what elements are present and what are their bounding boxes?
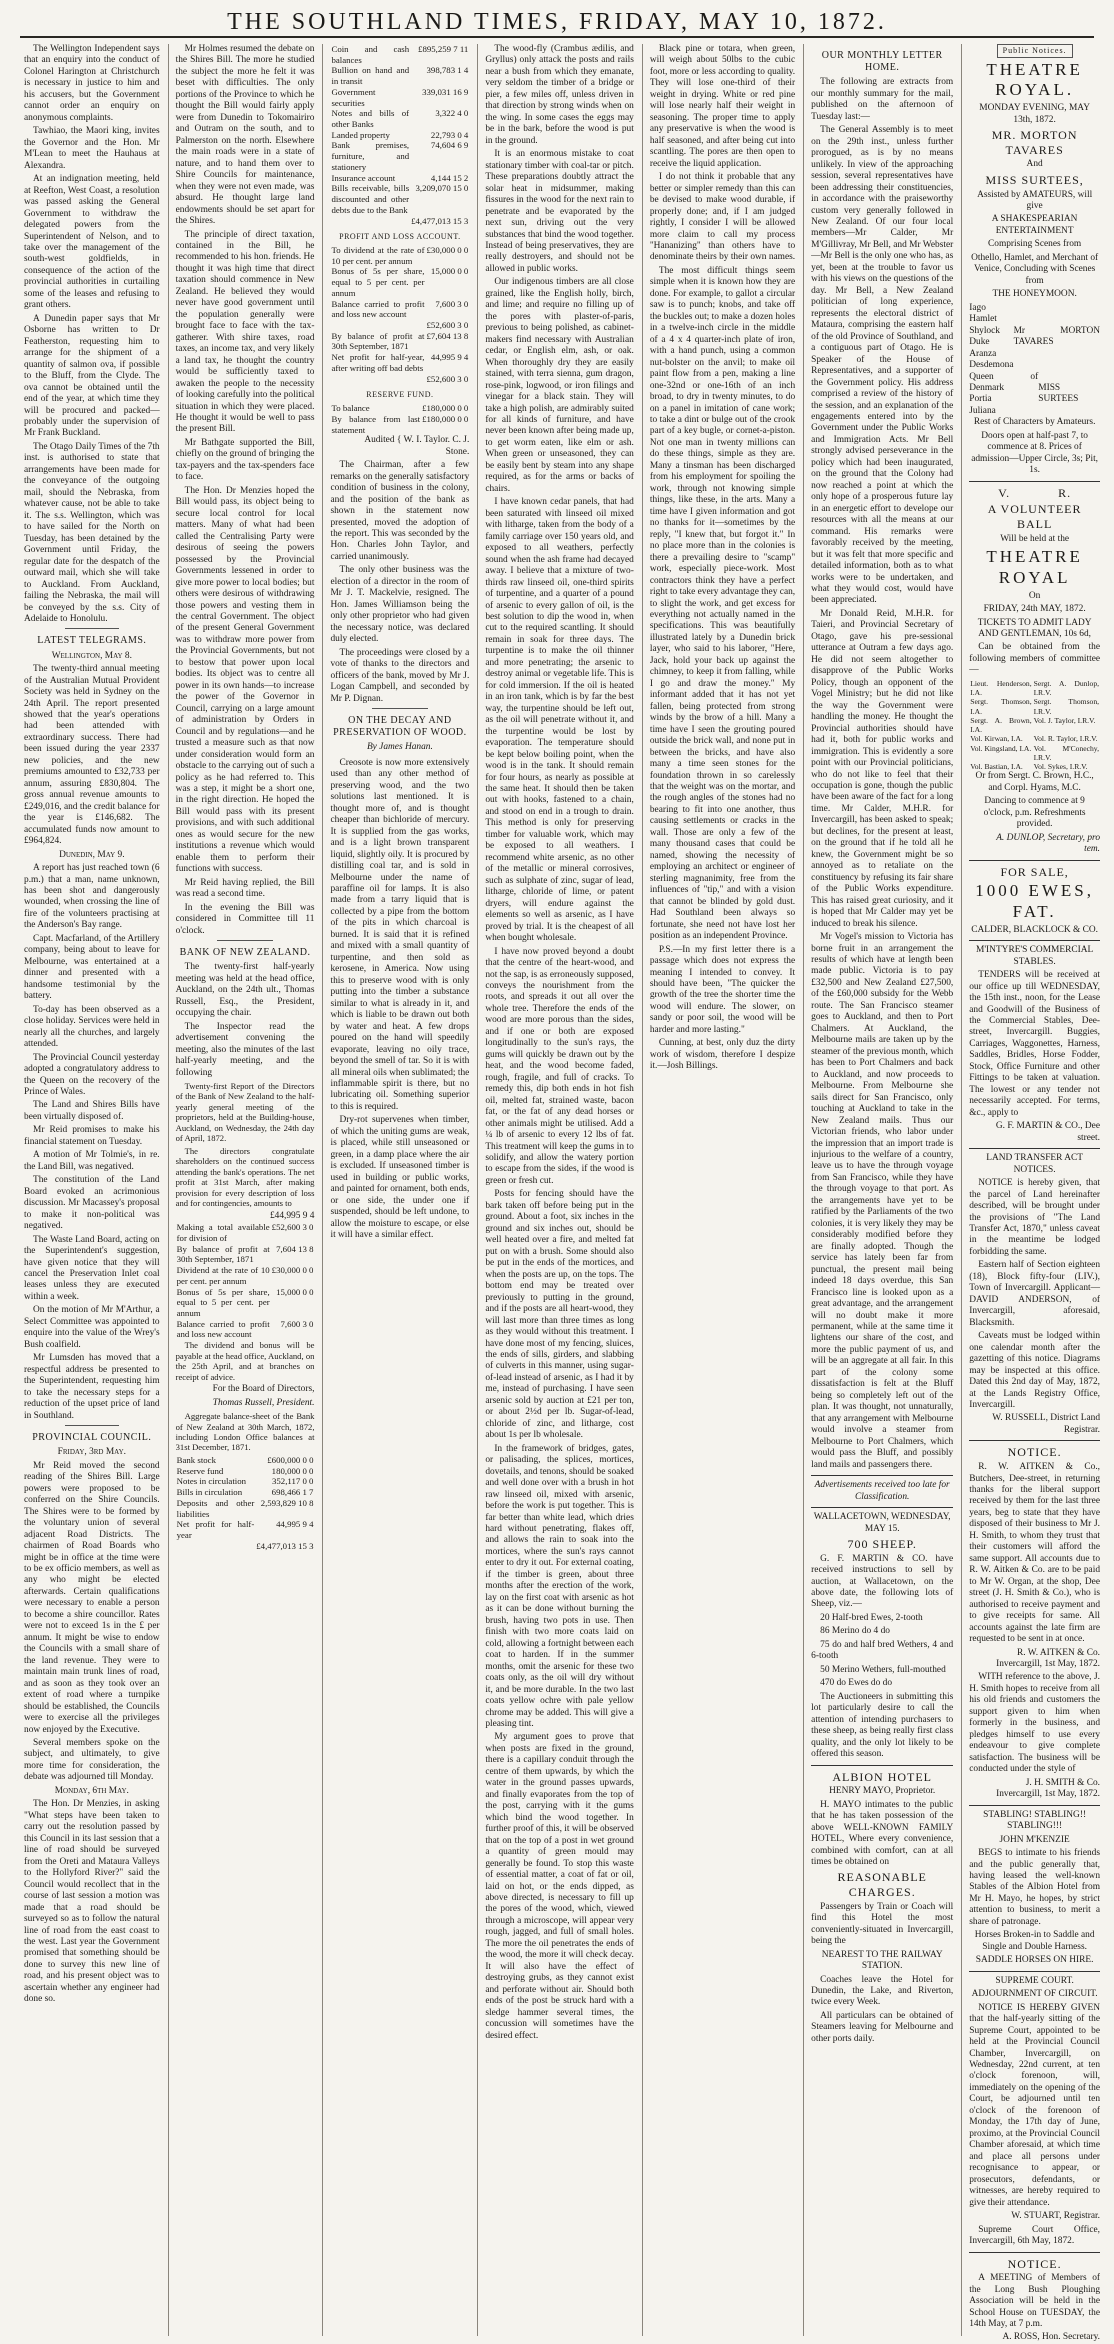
column-3 bbox=[322, 44, 469, 2336]
paragraph: TENDERS will be received at our office up till WEDNESDAY, the 15th inst., noon, for the Lease and Goodwill of the Business of the Commercial Stables, Dee-street, Invercargill. Buggies, Carriages, Waggonettes, Harness, Saddles, Bridles, Horse Fodder, Stock, Office Furniture and other Fittings to be taken at valuation. The lowest or any tender not necessarily accepted. For terms, &c., apply to bbox=[969, 970, 1101, 1118]
column-4 bbox=[477, 44, 634, 2336]
paragraph: Can be obtained from the following members of committee— bbox=[969, 642, 1101, 676]
table-cell: £180,000 0 0 bbox=[422, 413, 469, 424]
paragraph: Eastern half of Section eighteen (18), Block fifty-four (LIV.), Town of Invercargill. Applicant—DAVID ANDERSON, of Invercargill, aforesaid, Blacksmith. bbox=[969, 1260, 1101, 1328]
paragraph: Twenty-first Report of the Directors of the Bank of New Zealand to the half-yearly general meeting of the proprietors, held at the Building-house, Auckland, on Wednesday, the 24th day of April, 1872. bbox=[175, 1080, 315, 1144]
table-cell: 7,600 3 0 bbox=[280, 1318, 314, 1329]
paragraph: G. F. MARTIN & CO. have received instructions to sell by auction, at Wallacetown, on the above date, the following lots of Sheep, viz.— bbox=[811, 1553, 954, 1610]
stables-heading: M'INTYRE'S COMMERCIAL STABLES. bbox=[976, 945, 1094, 967]
horses-line: Horses Broken-in to Saddle and Single and Double Harness. bbox=[974, 1930, 1095, 1952]
table-cell: Balance carried to profit and loss new account bbox=[176, 1318, 270, 1340]
paragraph: Several members spoke on the subject, and ultimately, to give more time for consideration, the debate was adjourned till Monday. bbox=[24, 1738, 160, 1783]
masthead: THE SOUTHLAND TIMES, FRIDAY, MAY 10, 1872. bbox=[20, 8, 1094, 38]
table-cell: Bank premises, furniture, and stationery bbox=[331, 140, 410, 172]
paragraph: Passengers by Train or Coach will find this Hotel the most conveniently-situated in Invercargill, being the bbox=[811, 1901, 954, 1947]
table-cell: 4,144 15 2 bbox=[430, 172, 469, 183]
table-cell: To balance bbox=[331, 403, 370, 414]
table-cell: Bonus of 5s per share, equal to 5 per cent. per annum bbox=[331, 266, 425, 298]
ball-heading: A VOLUNTEER BALL bbox=[987, 502, 1082, 531]
cast-roles bbox=[969, 372, 1038, 418]
paragraph: Cunning, at best, only duz the dirty work of wisdom, therefore I despize it.—Josh Billings. bbox=[649, 1038, 796, 1072]
paragraph: The Otago Daily Times of the 7th inst. is authorised to state that arrangements have been made for the conveyance of the outgoing mail, should the Nebraska, from whatever cause, not be able to take it. The s.s. Wellington, which was to have sailed for the North on Tuesday, has been detained by the Government until Friday, the regular date for the despatch of the outward mail, which she will take to Auckland. From Auckland, failing the Nebraska, the mail will be conveyed by the s.s. City of Adelaide to Honolulu. bbox=[24, 441, 160, 624]
paragraph: It is an enormous mistake to coat stationary timber with coal-tar or pitch. These preparations doubtly attract the solar heat in midsummer, making fissures in the wood for the next rain to penetrate and be evaporated by the next sun, driving out the very substances that bind the wood together. Instead of being preservatives, they are really destroyers, and should not be allowed in public works. bbox=[485, 149, 634, 274]
paragraph: Tawhiao, the Maori king, invites the Governor and the Hon. Mr M'Lean to meet the Hauhaus at Alexandra. bbox=[24, 126, 160, 171]
table-cell: £52,600 3 0 bbox=[426, 320, 469, 330]
theatre-and: And bbox=[1026, 159, 1043, 170]
reserve-fund-table bbox=[330, 403, 469, 435]
theatre-rest: Rest of Characters by Amateurs. bbox=[973, 417, 1096, 428]
paragraph: The dividend and bonus will be payable at the head office, Auckland, on the 25th April, and at branches on receipt of advice. bbox=[175, 1340, 315, 1382]
column-2 bbox=[168, 44, 315, 2336]
table-row bbox=[330, 87, 469, 108]
divider bbox=[969, 940, 1100, 941]
table-row bbox=[969, 679, 1100, 698]
paragraph: A motion of Mr Tolmie's, in re. the Land Bill, was negatived. bbox=[24, 1150, 160, 1172]
paragraph: Posts for fencing should have the bark taken off before being put in the ground. About a foot, six inches in the ground and six inches out, should be well heated over a fire, and melted fat put on with a brush. Some should also be put in the ends of the mortices, and when the posts are up, on the tops. The bottom end may be treated over previously to putting in the ground, and if the posts are all heart-wood, they will last more than three times as long as they would without this treatment. I have done most of my fencing, sluices, the ends of sills, girders, and slabbing of culverts in this manner, using sugar-of-lead instead of arsenic, as I had it by me, instead of purchasing. I have seen arsenic sold by auction at £21 per ton, or about 2½d per lb. Sugar-of-lead, chloride of zinc, and litharge, cost about 1s per lb wholesale. bbox=[485, 1189, 634, 1441]
table-row bbox=[176, 1519, 315, 1540]
paragraph: The Hon. Dr Menzies hoped the Bill would pass, its object being to secure local control for local matters. Many of what had been called the Centralising Party were desirous of seeing the powers possessed by the Provincial Governments lessened in order to give more power to local bodies; but others were desirous of withdrawing those powers and vesting them in the central Government. The object of the present General Government was to withdraw more power from the Provincial Governments, but not to bestow that power upon local bodies. Its object was to centre all power in its own hands—to increase the power of the Governor in Council, carrying on a large amount of administration by Orders in Council and by regulations—and he trusted a measure such as that now under consideration would form an obstacle to the carrying out of such a policy as he had referred to. This was a step, it might be a short one, in the right direction. He hoped the Bill would pass with its present provisions, and with such additional ones as would secure for the new institutions a revenue which would enable them to perform their functions with success. bbox=[175, 485, 315, 875]
table-row bbox=[176, 1244, 315, 1265]
table-row bbox=[330, 130, 469, 141]
paragraph: All particulars can be obtained of Steamers leaving for Melbourne and other ports daily. bbox=[811, 2010, 954, 2044]
auditors: Audited { W. I. Taylor. C. J. Stone. bbox=[364, 435, 470, 457]
table-cell: Bullion on hand and in transit bbox=[331, 65, 410, 87]
table-cell: 7,604 13 8 bbox=[276, 1243, 314, 1254]
dance-time: Dancing to commence at 9 o'clock, p.m. Refreshments provided. bbox=[983, 796, 1086, 830]
paragraph: In the framework of bridges, gates, or palisading, the splices, mortices, dovetails, and tenons, should be soaked and well done over with a brush in hot raw linseed oil, mixed with arsenic, before the work is put together. This is far better than white lead, which dries hard without penetrating, flakes off, and allows the rain to soak into the mortices, where the sun's rays cannot enter to dry it out. For external coating, if the timber is green, about three months after the erection of the work, lay on the first coat with arsenic as hot as it can be done without burning the brush, having two pots in use. Then finish with two more coats laid on cold, allowing a fortnight between each coat to harden. If in the summer months, omit the arsenic for these two coats only, as the oil will dry without it, and be more durable. In the two last coats yellow ochre with pale yellow chrome may be added. This will give a pleasing tint. bbox=[485, 1443, 634, 1729]
section-heading: PROVINCIAL COUNCIL. bbox=[32, 1432, 152, 1444]
circuit-heading: ADJOURNMENT OF CIRCUIT. bbox=[971, 1989, 1098, 2000]
table-cell: Vol. Bastian, I.A. bbox=[970, 762, 1023, 772]
table-cell: £895,259 7 11 bbox=[418, 44, 469, 54]
table-row bbox=[330, 403, 469, 414]
paragraph: Creosote is now more extensively used than any other method of preserving wood, and the two solutions last mentioned. It is thought more of, and is thought cheaper than bichloride of mercury. It is supplied from the gas works, and is a light brown transparent liquid, slightly oily. It is procured by distilling coal tar, and is sold in Melbourne under the name of paraffine oil for lamps. It is also made from a tarry liquid that is collected by a pipe from the bottom of the pits in which charcoal is burned. It is said that it is refined and mixed with a small quantity of turpentine, and then sold as kerosene, in America. Now using this to preserve wood with is only putting into the timber a substance similar to what is already in it, and which is liable to be drawn out both by water and heat. A few drops poured on the hand will speedily evaporate, leaving no oily trace, beyond the smell of tar. So it is with all mineral oils when sublimated; the inflammable spirit is there, but no lubricating oil. Something superior to this is required. bbox=[330, 757, 470, 1112]
ball-at: Will be held at the bbox=[1000, 533, 1070, 544]
table-row bbox=[330, 44, 469, 65]
table-cell bbox=[330, 320, 425, 331]
cast-roles bbox=[969, 303, 1013, 372]
vr-mark: V. R. bbox=[998, 485, 1072, 500]
paragraph: The Land and Shires Bills have been virtually disposed of. bbox=[24, 1100, 160, 1122]
theatre-date: MONDAY EVENING, MAY 13th, 1872. bbox=[979, 103, 1090, 125]
paragraph: BEGS to intimate to his friends and the public generally that, having leased the well-known Stables of the Albion Hotel from Mr H. Mayo, he hopes, by strict attention to business, to merit a share of patronage. bbox=[969, 1848, 1101, 1927]
signature: A. DUNLOP, Secretary, pro tem. bbox=[996, 832, 1101, 855]
table-row bbox=[330, 216, 469, 227]
paragraph: To-day has been observed as a close holiday. Services were held in nearly all the churches, and largely attended. bbox=[24, 1004, 160, 1050]
section-heading: ON THE DECAY AND PRESERVATION OF WOOD. bbox=[333, 715, 467, 739]
column-7 bbox=[961, 44, 1101, 2343]
table-row bbox=[969, 716, 1100, 735]
table-cell: Vol. R. Taylor, I.R.V. bbox=[1033, 734, 1098, 744]
paragraph: The Chairman, after a few remarks on the generally satisfactory condition of business in the colony, and the position of the bank as shown in the statement now presented, moved the adoption of the report. This was seconded by the Hon. Charles John Taylor, and carried unanimously. bbox=[330, 460, 470, 562]
dateline: Wellington, May 8. bbox=[51, 650, 132, 661]
signature: J. H. SMITH & Co. Invercargill, 1st May, 1872. bbox=[996, 1777, 1101, 1800]
table-cell: Government securities bbox=[331, 86, 376, 108]
table-cell: Sergt. Thomson, I.A. bbox=[970, 697, 1032, 716]
section-heading: BANK OF NEW ZEALAND. bbox=[179, 947, 311, 959]
sale-date: WALLACETOWN, WEDNESDAY, MAY 15. bbox=[813, 1512, 951, 1534]
table-cell: Bills receivable, bills discounted and other debts due to the Bank bbox=[331, 183, 410, 215]
performer: MR. MORTON TAVARES bbox=[991, 128, 1078, 157]
sheep-lot: 20 Half-bred Ewes, 2-tooth bbox=[820, 1612, 923, 1623]
table-cell: £52,600 3 0 bbox=[271, 1222, 314, 1233]
table-cell: £4,477,013 15 3 bbox=[411, 215, 469, 226]
court-date: Supreme Court Office, Invercargill, 6th May, 1872. bbox=[969, 2224, 1101, 2247]
paragraph: Caveats must be lodged within one calendar month after the gazetting of this notice. Diagrams may be inspected at this office. Dated this 2nd day of May, 1872, at the Lands Registry Office, Invercargill. bbox=[969, 1331, 1101, 1410]
paragraph: Our indigenous timbers are all close grained, like the English holly, birch, and lime; and require no filling up of the pores with plaster-of-paris, previous to being polished, as cabinet-makers find necessary with Australian cedar, or English elm, ash, or oak. When thoroughly dry they are easily stained, with terra sienna, gum dragon, rose-pink, logwood, or iron filings and vinegar for a black stain. They will take a high polish, are admirably suited for all kinds of furniture, and have never been known after being made up, to get worm eaten, like elm or ash. When green or unseasoned, they can be easily bent by steam into any shape required, as for the arms or backs of chairs. bbox=[485, 277, 634, 494]
paragraph: P.S.—In my first letter there is a passage which does not express the meaning I intended to convey. It should have been, "The quicker the growth of the tree the shorter time the wood will endure. The slower, on sandy or poor soil, the wood will be harder and more lasting." bbox=[649, 944, 796, 1035]
table-heading: PROFIT AND LOSS ACCOUNT. bbox=[339, 232, 461, 242]
sheep-lot: 86 Merino do 4 do bbox=[820, 1626, 890, 1637]
public-notices-label: Public Notices. bbox=[997, 44, 1073, 58]
balance-sheet-table bbox=[176, 1455, 315, 1551]
divider bbox=[969, 1805, 1100, 1806]
table-cell: 74,604 6 9 bbox=[430, 140, 469, 151]
table-cell: Vol. M'Conechy, I.R.V. bbox=[1033, 743, 1100, 762]
divider bbox=[969, 860, 1100, 861]
signature: A. ROSS, Hon. Secretary. bbox=[1002, 2332, 1101, 2343]
sheep-lot: 50 Merino Wethers, full-mouthed bbox=[820, 1664, 946, 1675]
paragraph: On the motion of Mr M'Arthur, a Select Committee was appointed to enquire into the value of the Wrey's Bush coalfield. bbox=[24, 1305, 160, 1350]
section-heading: LATEST TELEGRAMS. bbox=[37, 635, 147, 647]
late-ads-heading: Advertisements received too late for Classification. bbox=[814, 1480, 950, 1502]
paragraph: The Wellington Independent says that an enquiry into the conduct of Colonel Harington at Christchurch is necessary in justice to him and his accusers, but the Government cannot order an enquiry on anonymous complaints. bbox=[24, 44, 160, 123]
paragraph: The following are extracts from our monthly summary for the mail, published on the afternoon of Tuesday last:— bbox=[811, 77, 954, 122]
divider bbox=[217, 940, 273, 941]
table-row bbox=[176, 1541, 315, 1552]
table-cell: Insurance account bbox=[331, 172, 396, 183]
signature: W. RUSSELL, District Land Registrar. bbox=[992, 1413, 1101, 1435]
signature: G. F. MARTIN & CO., Dee street. bbox=[995, 1121, 1101, 1143]
paragraph: The most difficult things seem simple when it is known how they are done. For example, to gallot a circular saw is to punch; knobs, and take off the buckles out; to make a dozen holes in a twelve-inch circle in the middle of a 4 x 4 quarter-inch plate of iron, with a hand punch, using a common nut-bolster on the anvil; to make oil paint flow from a pen, making a line one-32nd or one-16th of an inch broad, to dry in twenty minutes, to do on a panel in imitation of cane work; to take a dint or bulge out of the crook part of a key bugle, or cornet-a-piston. Not one man in twenty millions can do these things, simple as they are. Many a tinsman has been discharged from his employment for spoiling the work, through not knowing simple things, like these, in the arts. Many a time have I given information and got no thanks for it—sometimes by the reply, "I knew that, but forgot it." In no place more than in the colonies is there a prevailing desire to "scamp" work, especially piece-work. Most contractors think they have a perfect right to take every advantage they can, to slight the work, and get excess for everything not actually named in the specifications. This was beautifully illustrated lately by a Dunedin brick layer, who said to his laborer, "Here, Jack, hold your back up against the chimney, to keep it from falling, while I go and draw the money." My informant added that it has not yet fallen, being protected from strong winds by the brow of a hill. Many a time have I seen the grouting poured outside the brick wall, and none put in between the bricks, and have also many a time seen stones for the foundation thrown in so carelessly that the weight was on the mortar, and the rough angles of the stones had no bearing to fit into one another, thus causing settlements or cracks in the wall. Those are only a few of the many thousand cases that could be named, showing the necessity of employing an architect or engineer of sterling magnanimity, free from the influences of "tip," and with a vision that cannot be blinded by gold dust. Had Southland been always so fortunate, she need not have lost her position as an independent Province. bbox=[649, 265, 796, 942]
table-cell: 3,209,070 15 0 bbox=[415, 183, 469, 194]
role: Juliana bbox=[969, 405, 996, 416]
table-cell: £52,600 3 0 bbox=[426, 373, 469, 384]
proprietor: HENRY MAYO, Proprietor. bbox=[829, 1786, 936, 1797]
table-cell: Dividend at the rate of 10 per cent. per annum bbox=[176, 1265, 270, 1286]
table-cell: Vol. Kingsland, I.A. bbox=[970, 743, 1032, 753]
station-line: NEAREST TO THE RAILWAY STATION. bbox=[821, 1949, 943, 1972]
table-cell: 22,793 0 4 bbox=[430, 129, 469, 140]
paragraph: I have known cedar panels, that had been saturated with linseed oil mixed with litharge, taken from the body of a family carriage over 150 years old, and exposed to all weathers, perfectly sound when the ash frame had decayed away. I believe that a mixture of two-thirds raw linseed oil, one-third spirits of turpentine, and a quarter of a pound of arsenic to every gallon of oil, is the best solution to dip the wood in, when cut to the required scantling. It should remain in soak for three days. The turpentine is to make the oil thinner and more penetrating; the arsenic to destroy animal or vegetable life. This is for cold immersion. If the oil is heated in an iron tank, which is by far the best way, the turpentine should be left out, as the oil will penetrate without it, and the turpentine would be lost by evaporation. The temperature should be kept below boiling point, when the wood is in the tank. It should remain for four hours, as nearly as possible at the same heat. It should then be taken out with hooks, fastened to a chain, and stood on end in a trough to drain. This method is only for preserving timber for valuable work, which may be exposed to all weathers. I recommend white arsenic, as no other of the metallic or mineral corrosives, such as sulphate of zinc, sugar of lead, litharge, chloride of lime, or patent dryers, will endure against the elements so well as arsenic, as I have proved by trial. It is the cheapest of all when bought wholesale. bbox=[485, 497, 634, 944]
column-5 bbox=[642, 44, 795, 2336]
paragraph: The Inspector read the advertisement convening the meeting, also the minutes of the last half-yearly meeting, and the following bbox=[175, 1021, 315, 1078]
paragraph: Mr Donald Reid, M.H.R. for Taieri, and Provincial Secretary of Otago, gave his pre-sessional utterance at Outram a few days ago. He did not seem altogether to disapprove of the Public Works Policy, though an opponent of the Vogel Ministry; but he did not like the way the Government were handling the money. He thought the Provincial authorities should have had it, both for public works and immigration. This is evidently a sore point with our Provincial politicians, who do not like to feel that their occupation is gone, though the public have been aware of the fact for a long time. Mr Calder, M.H.R. for Invercargill, has been asked to speak; but declines, for the present at least, on the ground that if he told all he knew, the Government might be so annoyed as to retaliate on the constituency by refusing its fair share of the Public Works expenditure. This has raised great curiosity, and it is hoped that Mr Calder may yet be induced to break his silence. bbox=[811, 608, 954, 929]
table-cell: Coin and cash balances bbox=[331, 44, 410, 65]
paragraph: The constitution of the Land Board evoked an acrimonious discussion. Mr Macassey's proposal to make it non-political was negatived. bbox=[24, 1175, 160, 1232]
saddle-heading: SADDLE HORSES ON HIRE. bbox=[975, 1955, 1094, 1966]
divider bbox=[969, 1971, 1100, 1972]
signature: For the Board of Directors, bbox=[212, 1384, 315, 1395]
profit-loss-table bbox=[330, 245, 469, 384]
cast-actor: Mr MORTON TAVARES bbox=[1013, 325, 1101, 348]
seller: CALDER, BLACKLOCK & CO. bbox=[971, 924, 1099, 935]
table-cell: Vol. J. Taylor, I.R.V. bbox=[1033, 715, 1096, 725]
divider bbox=[969, 2252, 1100, 2253]
role: Queen of Denmark bbox=[969, 371, 1039, 393]
role: Iago bbox=[969, 302, 986, 313]
dividend-table bbox=[176, 1222, 315, 1340]
paragraph: H. MAYO intimates to the public that he has taken possession of the above WELL-KNOWN FAMILY HOTEL, Where every convenience, combined with comfort, can at all times be obtained on bbox=[811, 1799, 954, 1867]
divider bbox=[811, 1765, 953, 1766]
table-cell: £4,477,013 15 3 bbox=[256, 1540, 314, 1551]
tickets-heading: TICKETS TO ADMIT LADY AND GENTLEMAN, 10s 6d, bbox=[977, 617, 1092, 639]
divider bbox=[969, 1440, 1100, 1441]
table-cell: Net profit for half-year, after writing off bad debts bbox=[331, 352, 425, 373]
table-cell: Sergt. A. Dunlop, I.R.V. bbox=[1033, 678, 1100, 698]
table-row bbox=[330, 173, 469, 184]
paragraph: The proceedings were closed by a vote of thanks to the directors and officers of the bank, moved by Mr J. Logan Campbell, and seconded by Mr P. Dignan. bbox=[330, 647, 470, 704]
signature: R. W. AITKEN & Co. Invercargill, 1st May, 1872. bbox=[996, 1647, 1101, 1669]
ewes-heading: 1000 EWES, FAT. bbox=[975, 881, 1095, 921]
paragraph: NOTICE is hereby given, that the parcel of Land hereinafter described, will be brought under the provisions of "The Land Transfer Act, 1870," unless caveat in the meantime be lodged forbidding the same. bbox=[969, 1178, 1101, 1257]
paragraph: Dry-rot supervenes when timber, of which the uniting gums are weak, is placed, while still unseasoned or green, in a damp place where the air is excluded. If unseasoned timber is used in building or public works, and painted for ornament, both ends, or one side, the under one if suspended, should be left undone, to allow the moisture to escape, or else it will have a similar effect. bbox=[330, 1115, 470, 1241]
table-cell: To dividend at the rate of 10 per cent. per annum bbox=[331, 244, 425, 266]
theatre-heading: THEATRE ROYAL. bbox=[986, 59, 1083, 100]
table-cell: Sergt. A. Brown, I.A. bbox=[970, 715, 1032, 735]
paragraph: The only other business was the election of a director in the room of Mr J. T. Mackelvie, resigned. The Hon. James Williamson being the only other proprietor who had given the necessary notice, was declared duly elected. bbox=[330, 565, 470, 645]
ball-on: On bbox=[1028, 590, 1041, 601]
paragraph: R. W. AITKEN & Co., Butchers, Dee-street, in returning thanks for the liberal support received by them for the last three years, beg to state that they have disposed of their business to Mr J. H. Smith, to whom they trust that their customers will afford the same support. All accounts due to R. W. Aitken & Co. are to be paid to Mr W. Organ, at the shop, Dee street (J. H. Smith & Co.), who is authorised to receive payment and to give receipts for same. All accounts against the late firm are requested to be sent in at once. bbox=[969, 1462, 1101, 1645]
paragraph: Mr Bathgate supported the Bill, chiefly on the ground of bringing the tax-payers and the tax-spenders face to face. bbox=[175, 437, 315, 483]
cast-group bbox=[969, 303, 1100, 372]
paragraph: A Dunedin paper says that Mr Osborne has written to Dr Featherston, requesting him to arrange for the shipment of a quantity of salmon ova, if possible to the Bluff, from the Clyde. The ova cannot be obtained until the end of the year, at which time they will be procured and packed—probably under the supervision of Mr Frank Buckland. bbox=[24, 313, 160, 439]
divider bbox=[372, 708, 428, 709]
table-cell: Vol. Sykes, I.R.V. bbox=[1033, 762, 1088, 772]
table-row bbox=[330, 299, 469, 320]
table-row bbox=[176, 1498, 315, 1519]
divider bbox=[65, 628, 119, 629]
table-cell: 2,593,829 10 8 bbox=[260, 1497, 314, 1508]
committee-table bbox=[969, 679, 1100, 772]
table-cell bbox=[176, 1541, 256, 1552]
mkenzie-heading: JOHN M'KENZIE bbox=[999, 1834, 1070, 1845]
table-cell: 44,995 9 4 bbox=[276, 1519, 314, 1530]
paragraph: Mr Vogel's mission to Victoria has borne fruit in an arrangement the results of which have at length been made public. Victoria is to pay £32,500 and New Zealand £27,500, of the £60,000 subsidy for the Webb route. The San Francisco steamer goes to Auckland, and then to Port Chalmers. At Auckland, the Melbourne mails are taken up by the steamer of the previous month, which has been to Port Chalmers and back to Auckland, and now proceeds to Melbourne. From Melbourne she sails direct for San Francisco, only touching at Auckland to take in the New Zealand mails. Thus our Victorian friends, who labor under the impression that an import trade is injurious to the welfare of a country, leave us to have the through voyage from San Francisco, while they have the through voyage to that port. As the arrangements have yet to be ratified by the Parliaments of the two colonies, it is very likely they may be considerably modified before they are finally adopted. Though the service has lately been far from punctual, the present mail being indeed 18 days overdue, this San Francisco line is looked upon as a great advantage, and the arrangement will no doubt make it more permanent, while at the same time it lightens our share of the cost, and more the public payment of us, and will be an aggregate at all fair. In this part of the colony some dissatisfaction is felt at the Bluff being so completely left out of the plan. It was thought, not unnaturally, that any arrangement with Melbourne would involve a steamer from Melbourne to Port Chalmers, which would pass the Bluff, and possibly land mails and passengers there. bbox=[811, 932, 954, 1470]
table-cell: 44,995 9 4 bbox=[430, 352, 469, 363]
table-row bbox=[969, 734, 1100, 743]
performer: MISS SURTEES, bbox=[985, 172, 1084, 187]
table-row bbox=[176, 1265, 315, 1286]
paragraph: In the evening the Bill was considered in Committee till 11 o'clock. bbox=[175, 902, 315, 936]
table-cell: Notes in circulation bbox=[176, 1476, 247, 1487]
cast-actor: MISS SURTEES bbox=[1038, 383, 1079, 405]
dateline: Friday, 3rd May. bbox=[57, 1447, 126, 1458]
paragraph: NOTICE IS HEREBY GIVEN that the half-yearly sitting of the Supreme Court, appointed to be held at the Provincial Council Chamber, Invercargill, on Wednesday, 22nd current, at ten o'clock forenoon, will, immediately on the opening of the Court, be adjourned until ten o'clock of the forenoon of Monday, the 17th day of June, proximo, at the Provincial Council Chamber aforesaid, at which time and place all persons under recognisance to appear, or prosecutors, defendants, or witnesses, are hereby required to give their attendance. bbox=[969, 2002, 1101, 2208]
table-cell: £30,000 0 0 bbox=[271, 1265, 314, 1276]
theatre-comprising: Comprising Scenes from bbox=[988, 239, 1082, 250]
table-row bbox=[176, 1455, 315, 1466]
land-heading: LAND TRANSFER ACT NOTICES. bbox=[986, 1153, 1083, 1175]
table-row bbox=[969, 744, 1100, 763]
section-heading: OUR MONTHLY LETTER HOME. bbox=[821, 50, 943, 74]
paragraph: Aggregate balance-sheet of the Bank of New Zealand at 30th March, 1872, including London Office balances at 31st December, 1871. bbox=[175, 1411, 315, 1453]
dateline: Monday, 6th May. bbox=[54, 1785, 129, 1796]
table-cell: Reserve fund bbox=[176, 1465, 224, 1476]
table-cell: 180,000 0 0 bbox=[271, 1465, 314, 1476]
divider bbox=[969, 481, 1100, 482]
paragraph: The twenty-third annual meeting of the Australian Mutual Provident Society was held in Sydney on the 24th April. The report presented showed that the year's operations had been attended with extraordinary success. There had been issued during the year 2337 new policies, and the new premiums amounted to £32,733 per annum, assuring £830,804. The gross annual revenue amounts to £249,016, and the credit balance for the year is £146,682. The accumulated funds now amount to £964,824. bbox=[24, 664, 160, 847]
paragraph: Mr Reid promises to make his financial statement on Tuesday. bbox=[24, 1125, 160, 1147]
table-cell: £600,000 0 0 bbox=[267, 1454, 314, 1465]
role: Hamlet bbox=[969, 314, 997, 325]
role: Duke Aranza bbox=[969, 337, 997, 359]
table-cell: Making a total available for division of bbox=[176, 1222, 270, 1243]
notice-heading: NOTICE. bbox=[1007, 1445, 1062, 1460]
table-cell: Landed property bbox=[331, 129, 390, 140]
balance-sheet-assets-table bbox=[330, 44, 469, 226]
paragraph: The Auctioneers in submitting this lot particularly desire to call the attention of intending purchasers to these sheep, as being really first class quality, and the only lot likely to be offered this season. bbox=[811, 1691, 954, 1760]
paragraph: Capt. Macfarland, of the Artillery company, being about to leave for Melbourne, was entertained at a dinner and presented with a handsome testimonial by the battery. bbox=[24, 933, 160, 1002]
table-cell bbox=[330, 374, 425, 385]
paragraph: WITH reference to the above, J. H. Smith hopes to receive from all his old friends and customers the support given to him when formerly in the business, and pledges himself to use every endeavour to give complete satisfaction. The business will be conducted under the style of bbox=[969, 1672, 1101, 1775]
column-1 bbox=[24, 44, 160, 2336]
paragraph: The Provincial Council yesterday adopted a congratulatory address to the Queen on the recovery of the Prince of Wales. bbox=[24, 1052, 160, 1097]
table-cell: By balance of profit at 30th September, 1871 bbox=[331, 330, 425, 352]
table-cell: 3,322 4 0 bbox=[435, 108, 469, 119]
table-cell: By balance of profit at 30th September, 1871 bbox=[176, 1243, 270, 1265]
table-row bbox=[330, 352, 469, 373]
paragraph: A report has just reached town (6 p.m.) that a man, name unknown, has been shot and dangerously wounded, when crossing the line of fire of the volunteers practising at the Anderson's Bay range. bbox=[24, 863, 160, 931]
cast-list bbox=[969, 303, 1100, 418]
paragraph: A MEETING of Members of the Long Bush Ploughing Association will be held in the School House on TUESDAY, the 14th May, at 7 p.m. bbox=[969, 2273, 1101, 2329]
table-row bbox=[176, 1466, 315, 1477]
table-cell: Lieut. Henderson, I.A. bbox=[970, 678, 1032, 698]
public-notices-heading bbox=[969, 44, 1100, 58]
table-cell: 352,117 0 0 bbox=[272, 1476, 314, 1487]
table-cell: 698,466 1 7 bbox=[271, 1487, 314, 1498]
column-6 bbox=[803, 44, 953, 2336]
paragraph: At an indignation meeting, held at Reefton, West Coast, a resolution was passed asking the General Government to withdraw the delegated powers from the Superintendent of Nelson, and to take over the management of the south-west goldfields, in consequence of the action of the provincial authorities in curtailing some of the leases and refusing to grant others. bbox=[24, 174, 160, 311]
theatre-honeymoon: THE HONEYMOON. bbox=[992, 289, 1077, 300]
table-row bbox=[176, 1222, 315, 1243]
table-row bbox=[330, 65, 469, 86]
table-row bbox=[330, 108, 469, 129]
paragraph: I do not think it probable that any better or simpler remedy than this can be devised to make wood durable, if properly done; and, if I am judged rightly, I consider I will be allowed more claim to call my process "Hananizing" than others have to denominate theirs by their own names. bbox=[649, 172, 796, 263]
theatre-assist: Assisted by AMATEURS, will give bbox=[977, 189, 1093, 211]
table-cell: £7,604 13 8 bbox=[426, 330, 469, 341]
paragraph: Mr Reid moved the second reading of the Shires Bill. Large powers were proposed to be conferred on the Shire Councils. The Shires were to be formed by the voluntary union of several adjacent Road Districts. The chairmen of Road Boards who might be in office at the time were to be ex officio members, as well as any who might be elected afterwards. Certain qualifications were necessary to enable a person to become a shire councillor. Rates were not to exceed 1s in the £ per annum. It might be wise to endow the Councils with a small share of the land revenue. They were to maintain main trunk lines of road, and as soon as they took over an extent of road where a turnpike should be established, the Councils were to exercise all the privileges now enjoyed by the Executive. bbox=[24, 1460, 160, 1735]
signature: Thomas Russell, President. bbox=[212, 1397, 315, 1408]
table-cell: 15,000 0 0 bbox=[276, 1286, 314, 1297]
role: Shylock bbox=[969, 325, 1000, 336]
table-cell: Bills in circulation bbox=[176, 1487, 243, 1498]
paragraph: The principle of direct taxation, contained in the Bill, he recommended to his hon. friends. He thought it was high time that direct taxation should commence in New Zealand. He believed they would never have good government until the population generally were brought face to face with the tax-gatherer. With shire taxes, road taxes, an income tax, and very likely a land tax, he thought the country would be sufficiently taxed to awaken the people to the necessity of looking carefully into the political situation in which they were placed. He thought it would be well to pass the present Bill. bbox=[175, 229, 315, 435]
paragraph: The directors congratulate shareholders on the continued success attending the bank's operations. The net profit at 31st March, after making provision for every description of loss and for contingencies, amounts to bbox=[175, 1145, 315, 1209]
paragraph: I have now proved beyond a doubt that the centre of the heart-wood, and not the sap, is as erroneously supposed, conveys the nourishment from the roots, and spreads it out all over the whole tree. Therefore the ends of the wood are more porous than the sides, and if one or both are exposed longitudinally to the sun's rays, the gums will quickly be drawn out by the heat, and the wood become faded, rough, fragile, and full of cracks. To remedy this, dip both ends in hot fish oil, melted fat, strained waste, bacon fat, or the fat of any dead horses or other animals might be utilised. Add a ¼ lb of arsenic to every 12 lbs of fat. This treatment will keep the gums in to solidify, and allow the watery portion to escape from the sides, if the wood is green or fresh cut. bbox=[485, 946, 634, 1186]
stabling-heading: STABLING! STABLING!! STABLING!!! bbox=[983, 1809, 1087, 1832]
table-cell: Sergt. Thomson, I.R.V. bbox=[1033, 697, 1100, 716]
cast-group bbox=[969, 372, 1100, 418]
table-row bbox=[330, 140, 469, 172]
table-row bbox=[330, 374, 469, 385]
table-row bbox=[330, 331, 469, 352]
court-heading: SUPREME COURT. bbox=[995, 1975, 1074, 1986]
table-cell: 339,031 16 9 bbox=[422, 86, 469, 97]
table-cell: Bank stock bbox=[176, 1454, 216, 1465]
divider bbox=[811, 1507, 953, 1508]
paragraph: Mr Holmes resumed the debate on the Shires Bill. The more he studied the subject the more he felt it was beset with difficulties. The only portions of the Province to which he thought the Bill would fairly apply were from Dunedin to Tokomairiro and Outram on the south, and to Palmerston on the north. Elsewhere the main roads were in a state of nature, and to hand them over to Shire Councils for maintenance, when they were not even made, was absurd. He thought large land endowments should be set apart for the Shires. bbox=[175, 44, 315, 227]
theatre-doors: Doors open at half-past 7, to commence at 8. Prices of admission—Upper Circle, 3s; Pit, 1s. bbox=[971, 430, 1099, 476]
divider bbox=[969, 1148, 1100, 1149]
table-cell: 15,000 0 0 bbox=[430, 266, 469, 277]
signature: W. STUART, Registrar. bbox=[1011, 2211, 1101, 2222]
byline: By James Hanan. bbox=[366, 742, 433, 753]
table-heading: RESERVE FUND. bbox=[366, 390, 434, 400]
role: Desdemona bbox=[969, 360, 1014, 371]
table-cell: Net profit for half-year bbox=[176, 1519, 255, 1540]
notice-heading: NOTICE. bbox=[1007, 2256, 1062, 2271]
table-cell: £30,000 0 0 bbox=[426, 244, 469, 255]
table-cell: 7,600 3 0 bbox=[435, 298, 469, 309]
table-cell: 398,783 1 4 bbox=[426, 65, 469, 76]
sheep-heading: 700 SHEEP. bbox=[847, 1536, 917, 1551]
table-cell bbox=[330, 216, 410, 227]
sheep-lot: 75 do and half bred Wethers, 4 and 6-tooth bbox=[811, 1639, 954, 1662]
for-sale-heading: FOR SALE, bbox=[1000, 864, 1069, 879]
table-cell: £180,000 0 0 bbox=[422, 403, 469, 414]
table-row bbox=[330, 245, 469, 266]
table-cell: By balance from last statement bbox=[331, 413, 421, 435]
paragraph: The General Assembly is to meet on the 29th inst., unless further prorogued, as is by no means unlikely. In view of the approaching session, several representatives have been addressing their constituencies, in accordance with the praiseworthy custom very generally followed in New Zealand. Of our four local members—Mr Calder, Mr M'Gillivray, Mr Bell, and Mr Webster—Mr Bell is the only one who has, as yet, been at the trouble to favor us with his views on the questions of the day. Mr Bell, a New Zealand politician of long experience, represents the electoral district of Mataura, comprising the eastern half of the old Province of Southland, and a contiguous part of Otago. He is Speaker of the House of Representatives, and a supporter of the Government policy. His address comprised a review of the history of the session, and an explanation of the engagements entered into by the Government under the Public Works and Immigration Acts. Mr Bell strongly advised perseverance in the policy which had been inaugurated, on the ground that the Colony had now reached a point at which the only hope of a prosperous future lay in an energetic effort to develope our resources with all the means at our command. His remarks were favorably received by the meeting, but it was felt that more specific and detailed information, both as to what works were to be undertaken, and what they would cost, would have been appreciated. bbox=[811, 125, 954, 606]
table-row bbox=[176, 1319, 315, 1340]
table-row bbox=[330, 414, 469, 435]
theatre-entertainment: A SHAKESPEARIAN ENTERTAINMENT bbox=[991, 214, 1078, 236]
dateline: Dunedin, May 9. bbox=[59, 849, 125, 860]
paragraph: Coaches leave the Hotel for Dunedin, the Lake, and Riverton, twice every Week. bbox=[811, 1974, 954, 2008]
divider bbox=[65, 1425, 119, 1426]
bank-sum: £44,995 9 4 bbox=[269, 1210, 315, 1221]
table-row bbox=[176, 1476, 315, 1487]
tickets-other: Or from Sergt. C. Brown, H.C., and Corpl. Hyams, M.C. bbox=[975, 771, 1094, 793]
table-row bbox=[969, 697, 1100, 716]
role: Portia bbox=[969, 394, 992, 405]
table-row bbox=[330, 320, 469, 331]
paragraph: The Hon. Dr Menzies, in asking "What steps have been taken to carry out the resolution passed by this Council in its last session that a line of road should be surveyed from the Oreti and Mataura Valleys to the Hollyford River?" said the Council would recollect that in the course of last session a motion was made that a road should be surveyed so as to follow the natural line of road from the east coast to the west. Last year the Government promised that something should be done to survey this new line of road, and his present object was to ascertain whether any engineer had done so. bbox=[24, 1799, 160, 2005]
table-cell: Balance carried to profit and loss new account bbox=[331, 298, 425, 320]
paragraph: My argument goes to prove that when posts are fixed in the ground, there is a capillary conduit through the centre of them upwards, by which the water in the ground passes upwards, and finally evaporates from the top of the post, carrying with it the gums which bind the wood together. In further proof of this, it will be observed that on the top of a post in wet ground a quantity of green mould may generally be found. To stop this waste of essential matter, a coat of fat or oil, laid on hot, or the ends dipped, as above directed, is necessary to fill up the pores of the wood, which, viewed through a microscope, will appear very rough, jagged, and full of small holes. The more the oil penetrates the ends of the wood, the more it will check decay. It will also have the effect of destroying grubs, as they cannot exist and perforate without air. Should both ends of the post be struck hard with a sledge hammer several times, the concussion will sometimes have the desired effect. bbox=[485, 1732, 634, 2041]
hotel-heading: ALBION HOTEL bbox=[832, 1769, 933, 1784]
paragraph: The Waste Land Board, acting on the Superintendent's suggestion, have given notice that they will cancel the Preservation Inlet coal leases unless they are executed within a week. bbox=[24, 1234, 160, 1302]
theatre-plays: Othello, Hamlet, and Merchant of Venice, Concluding with Scenes from bbox=[971, 252, 1099, 286]
table-row bbox=[330, 183, 469, 215]
ball-date: FRIDAY, 24th MAY, 1872. bbox=[983, 604, 1086, 615]
paragraph: Black pine or totara, when green, will weigh about 50lbs to the cubic foot, more or less according to quality. They will lose one-third of their weight in drying. White or red pine will lose nearly half their weight in seasoning. The proper time to apply any preservative is when the wood is half seasoned, and after being cut into scantling. The pores are then open to receive the liquid application. bbox=[649, 44, 796, 169]
table-row bbox=[330, 266, 469, 298]
table-row bbox=[969, 762, 1100, 771]
paragraph: Mr Lumsden has moved that a respectful address be presented to the Superintendent, requesting him to take the necessary steps for a reduction of the upset price of land in Southland. bbox=[24, 1353, 160, 1421]
table-row bbox=[176, 1287, 315, 1319]
sheep-lot: 470 do Ewes do do bbox=[820, 1678, 893, 1689]
paragraph: The wood-fly (Crambus ædilis, and Gryllus) only attack the posts and rails near a bush from which they emanate, very seldom the timber of a bridge or pier, a few miles off, unless driven in that direction by strong winds when on the wing. In some cases the eggs may be in the bark, before the wood is put in the ground. bbox=[485, 44, 634, 146]
table-cell: Deposits and other liabilities bbox=[176, 1497, 255, 1519]
charges-heading: REASONABLE CHARGES. bbox=[837, 1870, 927, 1900]
paragraph: Mr Reid having replied, the Bill was read a second time. bbox=[175, 877, 315, 900]
paragraph: The twenty-first half-yearly meeting was held at the head office, Auckland, on the 24th ult., Thomas Russell, Esq., the President, occupying the chair. bbox=[175, 962, 315, 1019]
table-cell: Vol. Kirwan, I.A. bbox=[970, 734, 1023, 744]
table-cell: Bonus of 5s per share, equal to 5 per cent. per annum bbox=[176, 1286, 270, 1318]
theatre-heading: THEATRE ROYAL bbox=[986, 547, 1083, 587]
table-cell: Notes and bills of other Banks bbox=[331, 108, 410, 130]
divider bbox=[811, 1475, 953, 1476]
table-row bbox=[176, 1487, 315, 1498]
